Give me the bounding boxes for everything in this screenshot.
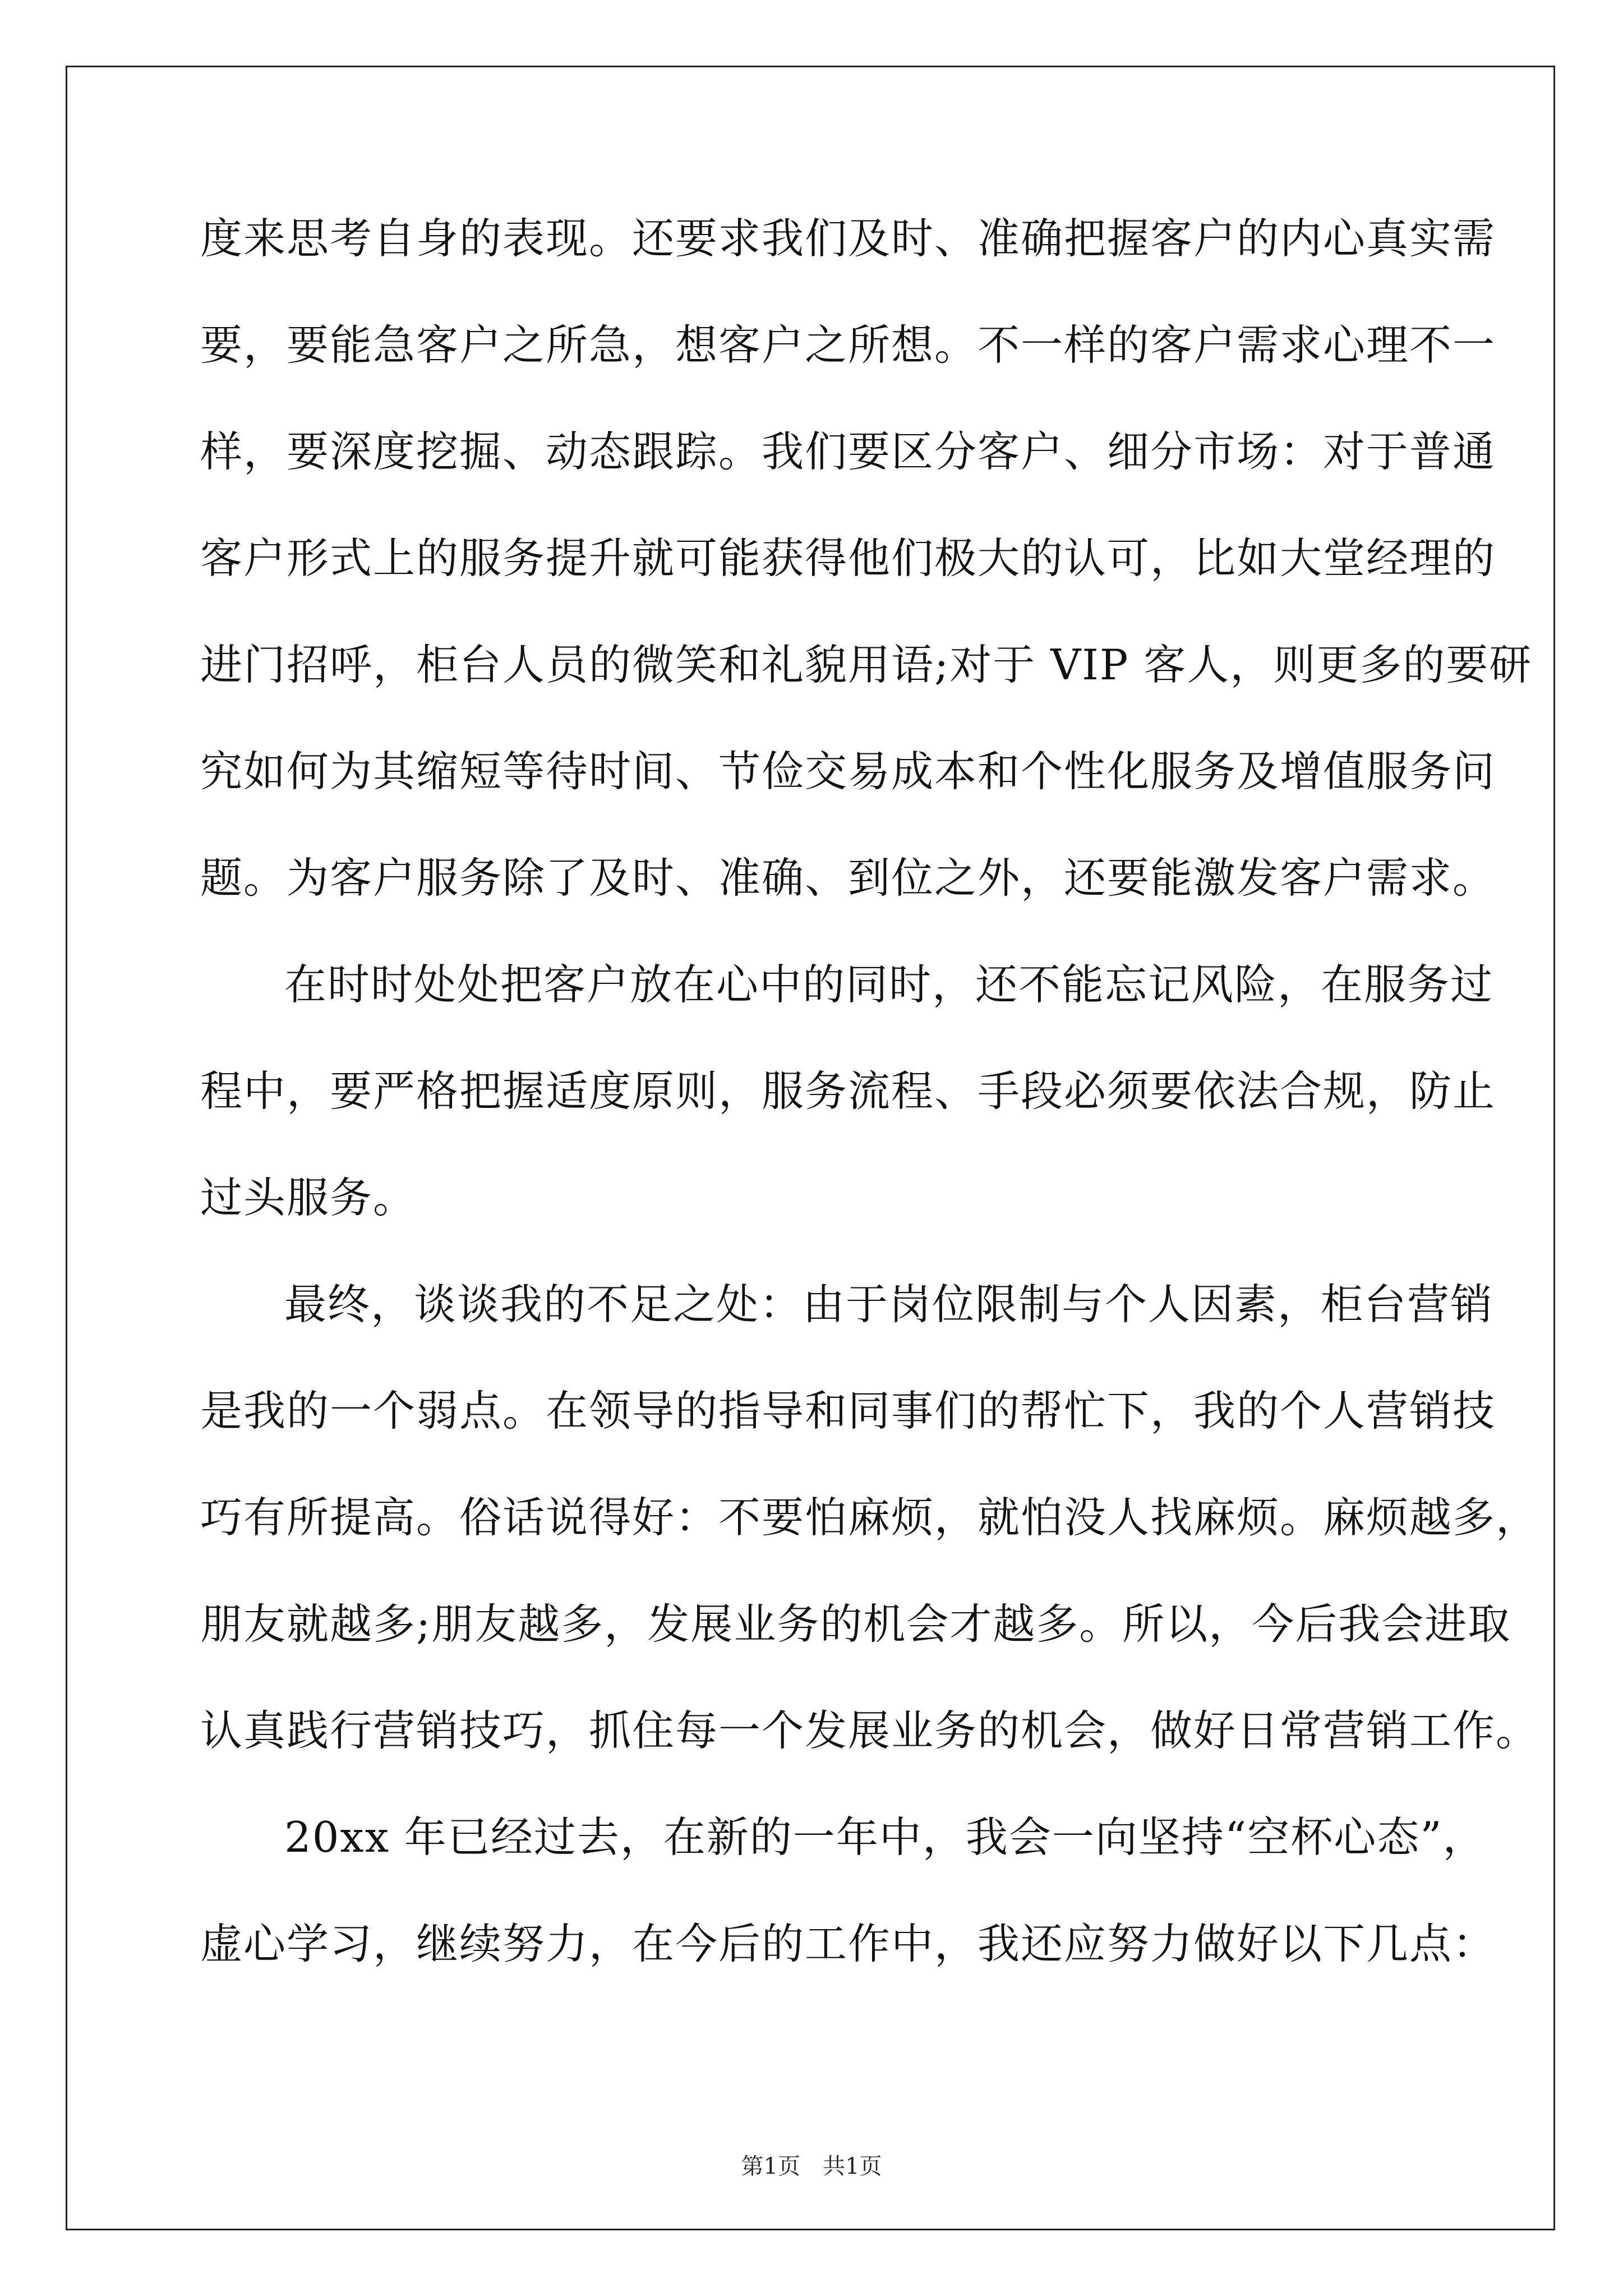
paragraph-1-line-5: 进门招呼，柜台人员的微笑和礼貌用语;对于 VIP 客人，则更多的要研 — [200, 640, 1533, 689]
paragraph-1-line-7: 题。为客户服务除了及时、准确、到位之外，还要能激发客户需求。 — [200, 853, 1496, 903]
paragraph-1-line-3: 样，要深度挖掘、动态跟踪。我们要区分客户、细分市场：对于普通 — [200, 427, 1496, 476]
paragraph-1-line-6: 究如何为其缩短等待时间、节俭交易成本和个性化服务及增值服务问 — [200, 747, 1496, 796]
paragraph-1-line-1: 度来思考自身的表现。还要求我们及时、准确把握客户的内心真实需 — [200, 214, 1496, 263]
paragraph-1-line-4: 客户形式上的服务提升就可能获得他们极大的认可，比如大堂经理的 — [200, 533, 1496, 583]
paragraph-4-line-1: 20xx 年已经过去，在新的一年中，我会一向坚持“空杯心态”， — [284, 1812, 1486, 1862]
paragraph-3-line-4: 朋友就越多;朋友越多，发展业务的机会才越多。所以，今后我会进取 — [200, 1599, 1511, 1649]
paragraph-3-line-3: 巧有所提高。俗话说得好：不要怕麻烦，就怕没人找麻烦。麻烦越多， — [200, 1493, 1539, 1542]
page-border — [66, 66, 1555, 2230]
paragraph-4-line-2: 虚心学习，继续努力，在今后的工作中，我还应努力做好以下几点： — [200, 1919, 1496, 1968]
paragraph-1-line-2: 要，要能急客户之所急，想客户之所想。不一样的客户需求心理不一 — [200, 320, 1496, 370]
paragraph-3-line-2: 是我的一个弱点。在领导的指导和同事们的帮忙下，我的个人营销技 — [200, 1386, 1496, 1435]
paragraph-3-line-1: 最终，谈谈我的不足之处：由于岗位限制与个人因素，柜台营销 — [284, 1280, 1494, 1329]
paragraph-2-line-3: 过头服务。 — [200, 1173, 417, 1222]
paragraph-2-line-2: 程中，要严格把握适度原则，服务流程、手段必须要依法合规，防止 — [200, 1066, 1496, 1116]
paragraph-3-line-5: 认真践行营销技巧，抓住每一个发展业务的机会，做好日常营销工作。 — [200, 1706, 1539, 1755]
page-number-footer: 第1页 共1页 — [741, 2154, 882, 2179]
paragraph-2-line-1: 在时时处处把客户放在心中的同时，还不能忘记风险，在服务过 — [284, 960, 1494, 1009]
